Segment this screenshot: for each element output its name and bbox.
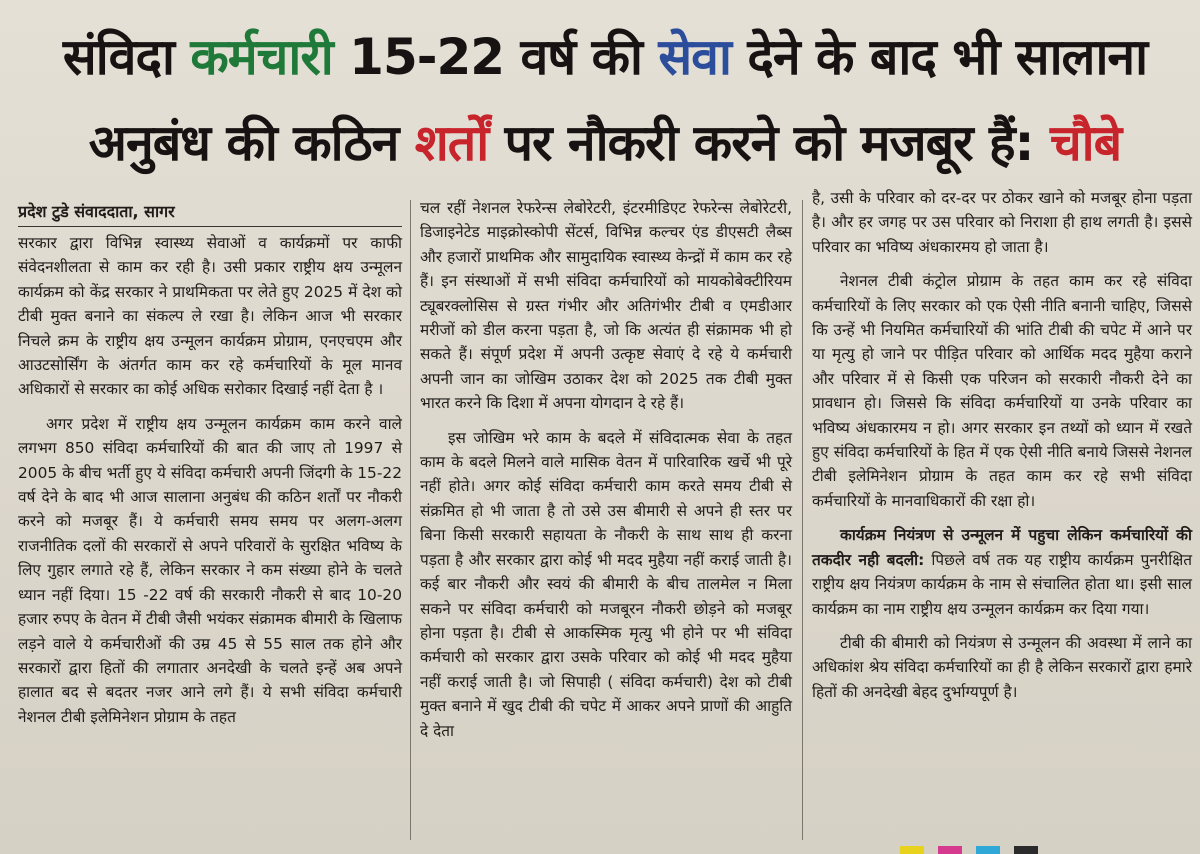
article-paragraph-subhead	[812, 523, 1192, 621]
column-divider	[410, 200, 411, 840]
subheading: कार्यक्रम नियंत्रण से उन्मूलन में पहुचा लेकिन कर्मचारियों की तकदीर नही बदली:	[812, 526, 1192, 569]
color-mark	[900, 846, 924, 854]
headline-segment-highlight: कर्मचारी	[190, 28, 333, 86]
article-paragraph: नेशनल टीबी कंट्रोल प्रोग्राम के तहत काम कर रहे संविदा कर्मचारियों के लिए सरकार को एक ऐसी नीति बनानी चाहिए, जिससे कि उन्हें भी नियमित कर्मचारियों की भांति टीबी की चपेट में आने पर या मृत्यु हो जाने पर पीड़ित परिवार को आर्थिक मदद मुहैया कराने और परिवार में से किसी एक परिजन को सरकारी नौकरी देने का प्रावधान हो। जिससे कि संविदा कर्मचारियों या उनके परिवार का भविष्य अंधकारमय न हो। अगर सरकार इन तथ्यों को ध्यान में रखते हुए संविदा कर्मचारियों के हित में एक ऐसी नीति बनाये जिससे नेशनल टीबी इलेमिनेशन प्रोग्राम के तहत काम कर रहे सभी संविदा कर्मचारियों के मानवाधिकारों की रक्षा हो।	[812, 272, 1192, 510]
headline-speaker: चौबे	[1049, 114, 1122, 172]
headline-segment: 15-22 वर्ष की	[332, 28, 659, 86]
headline-segment: देने के बाद भी सालाना	[730, 28, 1148, 86]
headline-segment: पर नौकरी करने को मजबूर हैं:	[488, 114, 1050, 172]
headline-segment-highlight: सेवा	[658, 28, 731, 86]
column-divider	[802, 200, 803, 840]
printer-color-marks	[900, 840, 1200, 854]
headline	[30, 14, 1180, 186]
headline-segment-highlight: शर्तों	[414, 114, 489, 172]
article-paragraph: चल रहीं नेशनल रेफरेन्स लेबोरेटरी, इंटरमीडिएट रेफरेन्स लेबोरेटरी, डिजाइनेटेड माइक्रोस्कोपी सेंटर्स, विभिन्न कल्चर एंड डीएसटी लैब्स और हजारों प्राथमिक और सामुदायिक स्वास्थ्य केन्द्रों में काम कर रहे हैं। इन संस्थाओं में सभी संविदा कर्मचारियों को मायकोबेक्टीरियम ट्यूबरक्लोसिस से ग्रस्त गंभीर और अतिगंभीर टीबी व एमडीआर मरीजों को डील करना पड़ता है, जो कि अत्यंत ही संक्रामक भी हो सकते हैं। संपूर्ण प्रदेश में अपनी उत्कृष्ट सेवाएं दे रहे ये कर्मचारी अपनी जान का जोखिम उठाकर देश को 2025 तक टीबी मुक्त भारत करने कि दिशा में अपना योगदान दे रहे हैं।	[420, 199, 792, 413]
color-mark	[976, 846, 1000, 854]
article-column-3	[812, 186, 1192, 704]
color-mark	[938, 846, 962, 854]
headline-line-1	[30, 14, 1180, 100]
article-paragraph: सरकार द्वारा विभिन्न स्वास्थ्य सेवाओं व कार्यक्रमों पर काफी संवेदनशीलता से काम कर रही है। उसी प्रकार राष्ट्रीय क्षय उन्मूलन कार्यक्रम को केंद्र सरकार ने प्राथमिकता पर लेते हुए 2025 में देश को टीबी मुक्त बनाने का संकल्प ले रखा है। लेकिन आज भी सरकार निचले क्रम के राष्ट्रीय क्षय उन्मूलन कार्यक्रम प्रोग्राम, एनएचएम और आउटसोर्सिंग के अंतर्गत काम कर रहे कर्मचारियों के मूल मानव अधिकारों से सरकार का कोई अधिक सरोकार दिखाई नहीं देता है ।	[18, 234, 402, 399]
article-column-1	[18, 200, 402, 729]
article-paragraph: अगर प्रदेश में राष्ट्रीय क्षय उन्मूलन कार्यक्रम काम करने वाले लगभग 850 संविदा कर्मचारियों की बात की जाए तो 1997 से 2005 के बीच भर्ती हुए ये संविदा कर्मचारी अपनी जिंदगी के 15-22 वर्ष देने के बाद भी आज सालाना अनुबंध की कठिन शर्तों पर नौकरी करने को मजबूर हैं। ये कर्मचारी समय समय पर अलग-अलग राजनीतिक दलों की सरकारों से अपने परिवारों के सुरक्षित भविष्य के लिए गुहार लगाते रहे हैं, लेकिन सरकार ने कम संख्या होने के चलते ध्यान नहीं दिया। 15 -22 वर्ष की सरकारी नौकरी से बाद 10-20 हजार रुपए के वेतन में टीबी जैसी भयंकर संक्रामक बीमारी के खिलाफ लड़ने वाले ये कर्मचारीओं की उम्र 45 से 55 साल तक होने और सरकारों द्वारा हितों की लगातार अनदेखी के चलते इन्हें अब अपने हालात बद से बदतर नजर आने लगे हैं। ये सभी संविदा कर्मचारी नेशनल टीबी इलेमिनेशन प्रोग्राम के तहत	[18, 414, 402, 726]
article-paragraph: टीबी की बीमारी को नियंत्रण से उन्मूलन की अवस्था में लाने का अधिकांश श्रेय संविदा कर्मचारियों का ही है लेकिन सरकारों द्वारा हमारे हितों की अनदेखी बेहद दुर्भाग्यपूर्ण है।	[812, 633, 1192, 701]
article-text: पिछले वर्ष तक यह राष्ट्रीय कार्यक्रम पुनरीक्षित राष्ट्रीय क्षय नियंत्रण कार्यक्रम के नाम से संचालित होता था। इसी साल कार्यक्रम का नाम राष्ट्रीय क्षय उन्मूलन कार्यक्रम कर दिया गया।	[812, 550, 1193, 618]
headline-segment: संविदा	[62, 28, 191, 86]
article-column-2	[420, 196, 792, 743]
headline-line-2	[30, 100, 1180, 186]
article-paragraph: इस जोखिम भरे काम के बदले में संविदात्मक सेवा के तहत काम के बदले मिलने वाले मासिक वेतन में पारिवारिक खर्चे भी पूरे नहीं होते। अगर कोई संविदा कर्मचारी काम करते समय टीबी से संक्रमित हो भी जाता है तो उसे उस बीमारी से अपने ही स्तर पर बिना किसी सरकारी सहायता के नौकरी के साथ साथ ही करना पड़ता है और सरकार द्वारा कोई भी मदद मुहैया नहीं कराई जाती है। कई बार नौकरी और स्वयं की बीमारी के बीच तालमेल न मिला सकने पर संविदा कर्मचारी को मजबूरन नौकरी छोड़ने को मजबूर होना पड़ता है। टीबी से आकस्मिक मृत्यु भी होने पर भी संविदा कर्मचारी को सरकार द्वारा उसके परिवार को कोई भी मदद मुहैया नहीं कराई जाती है। जो सिपाही ( संविदा कर्मचारी) देश को टीबी मुक्त बनाने में खुद टीबी की चपेट में आकर अपने प्राणों की आहुति दे देता	[420, 428, 792, 740]
color-mark	[1014, 846, 1038, 854]
byline: प्रदेश टुडे संवाददाता, सागर	[18, 200, 402, 227]
headline-segment: अनुबंध की कठिन	[88, 114, 415, 172]
article-paragraph: है, उसी के परिवार को दर-दर पर ठोकर खाने को मजबूर होना पड़ता है। और हर जगह पर उस परिवार को निराशा ही हाथ लगती है। इससे परिवार का भविष्य अंधकारमय हो जाता है।	[812, 189, 1192, 256]
